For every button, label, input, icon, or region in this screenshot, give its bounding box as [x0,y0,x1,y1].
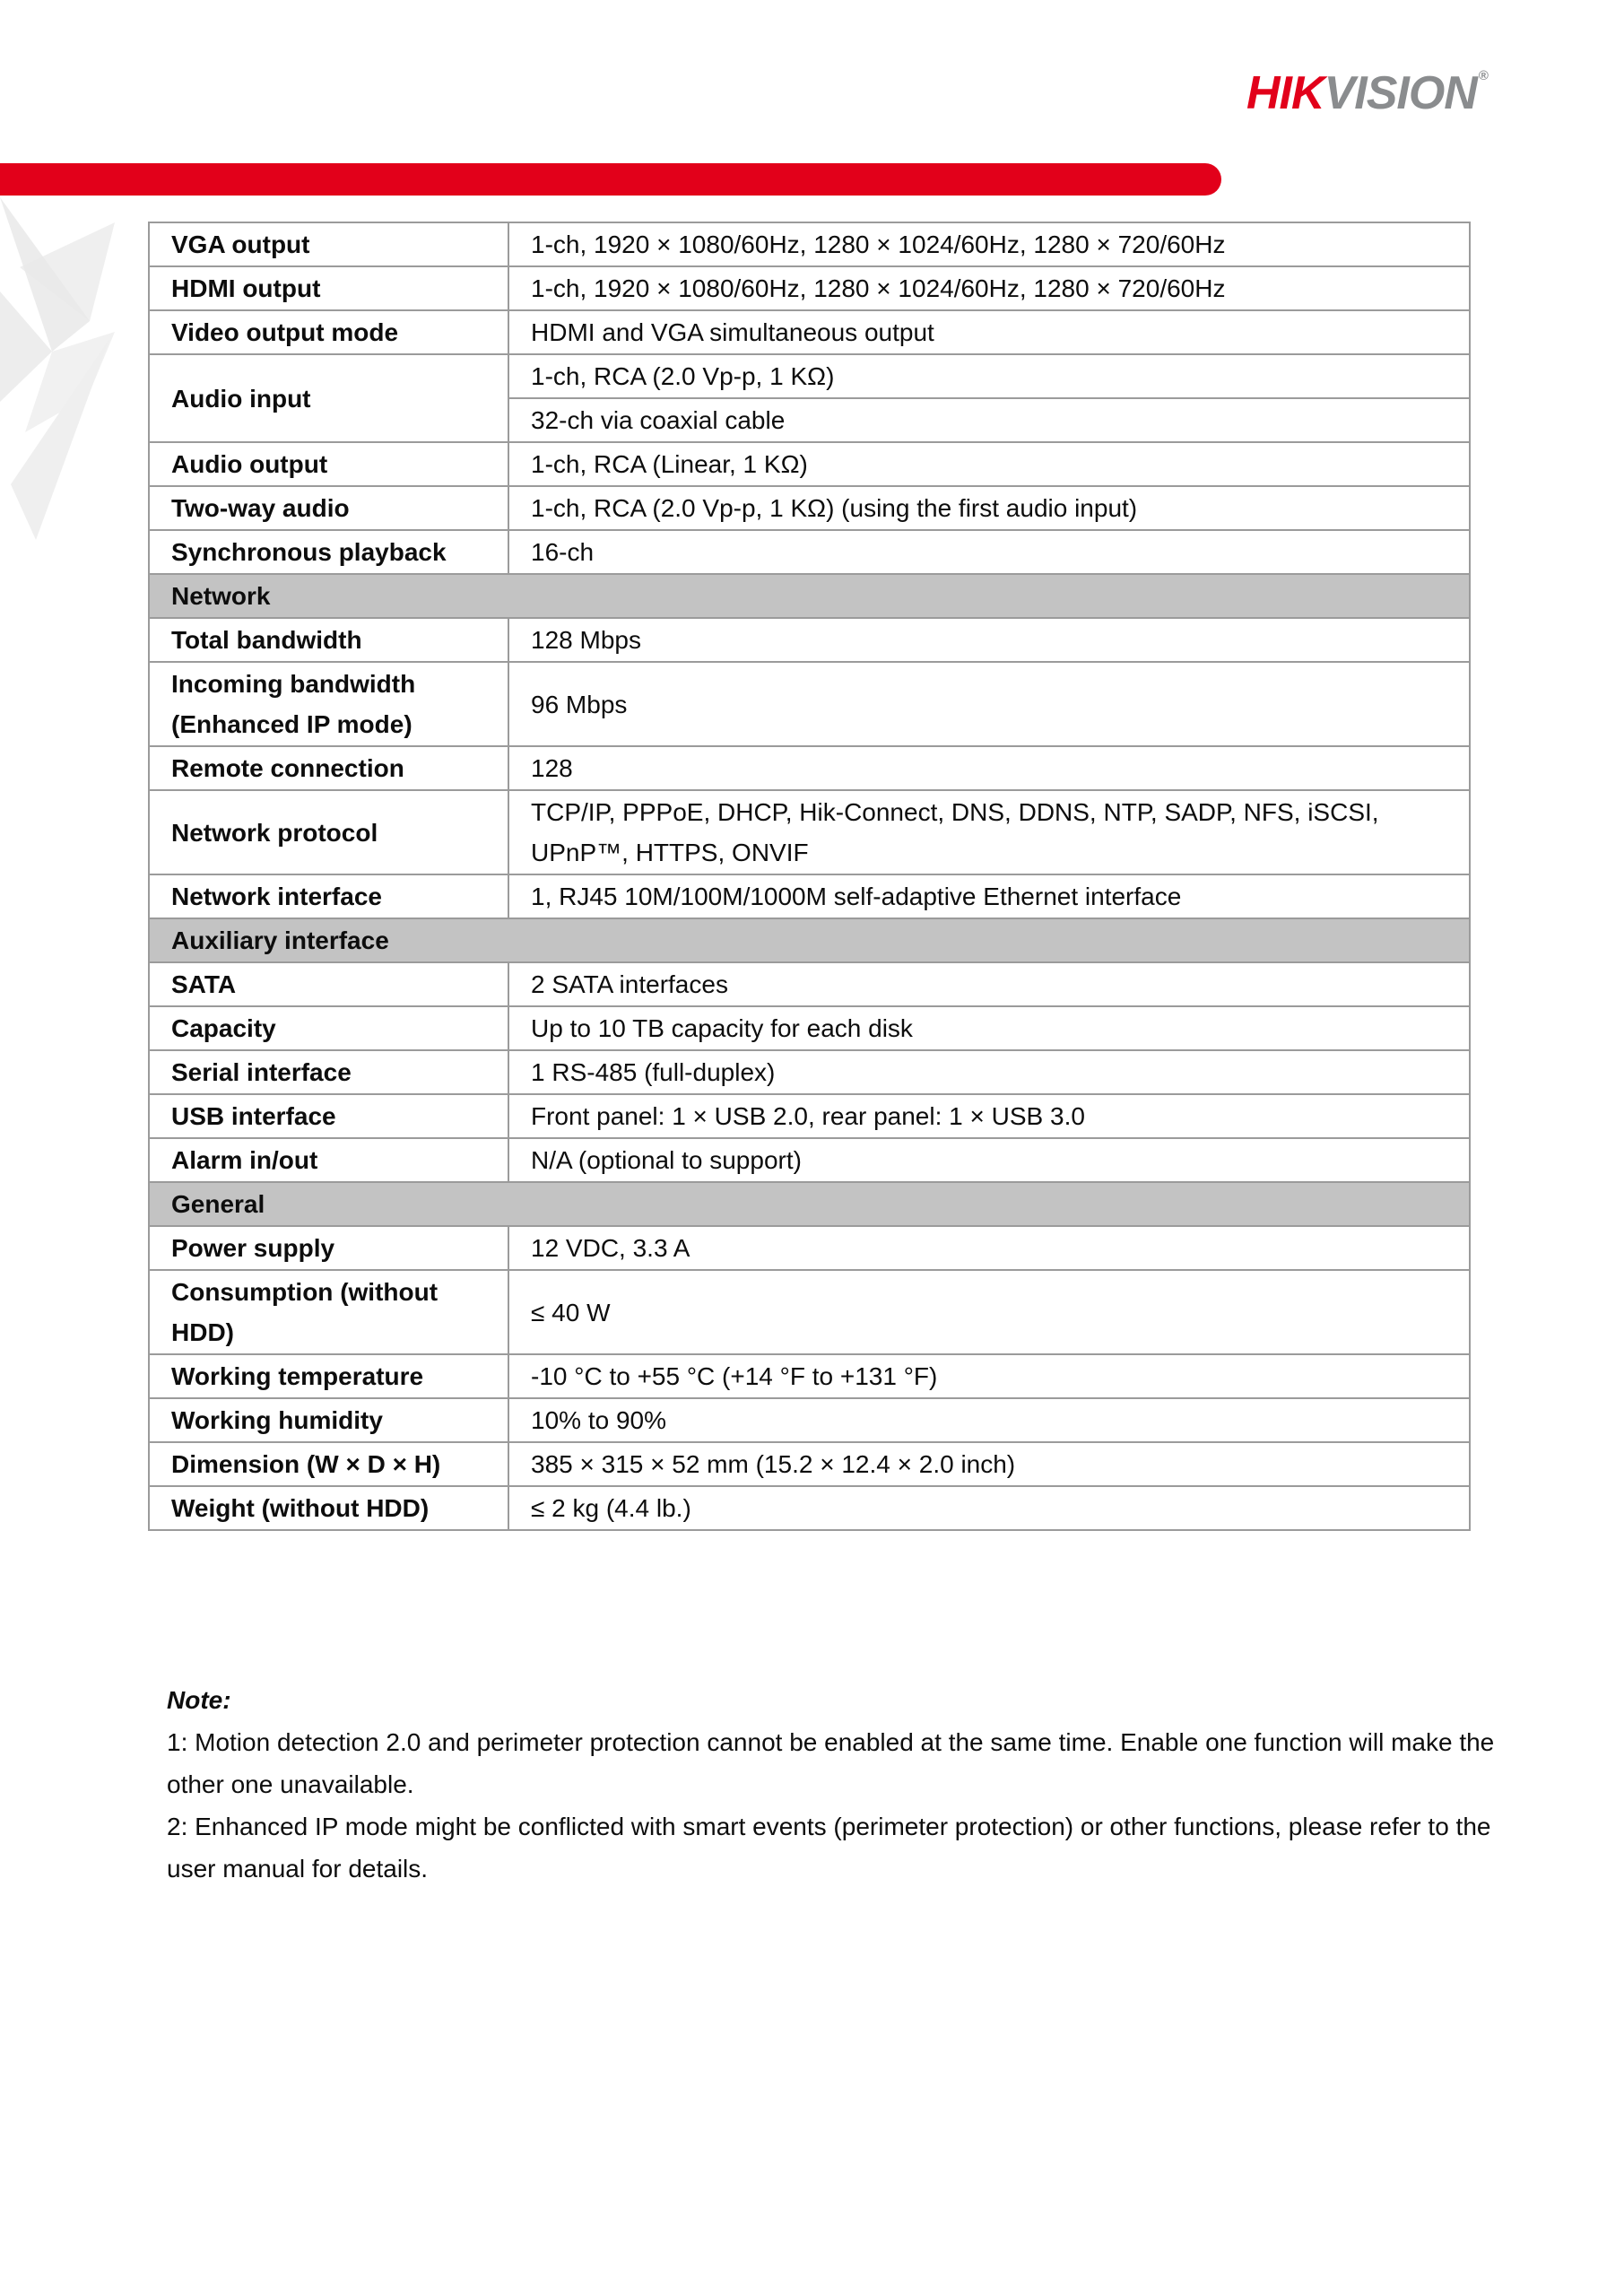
spec-value: 2 SATA interfaces [508,962,1470,1006]
spec-label-weight-without-hdd: Weight (without HDD) [149,1486,508,1530]
section-header-general: General [149,1182,1470,1226]
spec-label-power-supply: Power supply [149,1226,508,1270]
spec-label-network-protocol: Network protocol [149,790,508,874]
table-row [149,874,1470,918]
hikvision-logo [1246,66,1486,120]
logo-vision-text: VISION [1324,67,1477,119]
table-row [149,1442,1470,1486]
table-section-row [149,1182,1470,1226]
spec-label-consumption-without-hdd: Consumption (without HDD) [149,1270,508,1354]
registered-mark: ® [1478,68,1488,83]
spec-value: Front panel: 1 × USB 2.0, rear panel: 1 × USB 3.0 [508,1094,1470,1138]
table-row [149,1486,1470,1530]
table-row [149,1006,1470,1050]
red-accent-bar [0,163,1221,196]
table-row [149,266,1470,310]
table-row [149,486,1470,530]
spec-value: 1 RS-485 (full-duplex) [508,1050,1470,1094]
spec-label-audio-input: Audio input [149,354,508,442]
spec-label-alarm-in-out: Alarm in/out [149,1138,508,1182]
spec-value: 1-ch, 1920 × 1080/60Hz, 1280 × 1024/60Hz, 1280 × 720/60Hz [508,222,1470,266]
table-row [149,1226,1470,1270]
spec-label-dimension-w-d-h: Dimension (W × D × H) [149,1442,508,1486]
table-row [149,222,1470,266]
note-title: Note: [167,1686,231,1714]
section-header-network: Network [149,574,1470,618]
spec-value: 385 × 315 × 52 mm (15.2 × 12.4 × 2.0 inch) [508,1442,1470,1486]
spec-label-incoming-bandwidth-enhanced-ip-mode: Incoming bandwidth (Enhanced IP mode) [149,662,508,746]
table-row [149,618,1470,662]
note-item: 1: Motion detection 2.0 and perimeter protection cannot be enabled at the same time. Enable one function will make the other one unavailable. [167,1728,1495,1798]
spec-label-total-bandwidth: Total bandwidth [149,618,508,662]
table-section-row [149,574,1470,618]
table-row [149,1354,1470,1398]
table-row [149,1138,1470,1182]
logo-hik-text: HIK [1246,67,1324,119]
table-row [149,354,1470,398]
spec-label-working-temperature: Working temperature [149,1354,508,1398]
spec-value: -10 °C to +55 °C (+14 °F to +131 °F) [508,1354,1470,1398]
spec-label-video-output-mode: Video output mode [149,310,508,354]
spec-table [148,222,1471,1531]
spec-label-usb-interface: USB interface [149,1094,508,1138]
spec-value: TCP/IP, PPPoE, DHCP, Hik-Connect, DNS, DDNS, NTP, SADP, NFS, iSCSI, UPnP™, HTTPS, ONVIF [508,790,1470,874]
spec-label-hdmi-output: HDMI output [149,266,508,310]
spec-value: 1-ch, RCA (2.0 Vp-p, 1 KΩ) [508,354,1470,398]
spec-label-synchronous-playback: Synchronous playback [149,530,508,574]
spec-label-sata: SATA [149,962,508,1006]
table-row [149,310,1470,354]
spec-value: 1, RJ45 10M/100M/1000M self-adaptive Ethernet interface [508,874,1470,918]
note-item: 2: Enhanced IP mode might be conflicted with smart events (perimeter protection) or other functions, please refer to the user manual for details. [167,1813,1491,1883]
spec-label-working-humidity: Working humidity [149,1398,508,1442]
spec-value: 16-ch [508,530,1470,574]
spec-value: Up to 10 TB capacity for each disk [508,1006,1470,1050]
spec-value: N/A (optional to support) [508,1138,1470,1182]
section-header-auxiliary-interface: Auxiliary interface [149,918,1470,962]
watermark-graphic [0,188,135,543]
spec-value: ≤ 2 kg (4.4 lb.) [508,1486,1470,1530]
spec-value: 32-ch via coaxial cable [508,398,1470,442]
spec-label-remote-connection: Remote connection [149,746,508,790]
table-row [149,1270,1470,1354]
spec-value: 128 Mbps [508,618,1470,662]
spec-label-capacity: Capacity [149,1006,508,1050]
spec-value: 96 Mbps [508,662,1470,746]
spec-value: ≤ 40 W [508,1270,1470,1354]
spec-label-two-way-audio: Two-way audio [149,486,508,530]
notes-section [167,1679,1539,1890]
spec-label-network-interface: Network interface [149,874,508,918]
table-row [149,962,1470,1006]
table-row [149,1050,1470,1094]
spec-value: HDMI and VGA simultaneous output [508,310,1470,354]
table-row [149,746,1470,790]
table-row [149,1094,1470,1138]
table-row [149,442,1470,486]
spec-value: 12 VDC, 3.3 A [508,1226,1470,1270]
table-row [149,1398,1470,1442]
spec-label-vga-output: VGA output [149,222,508,266]
spec-label-audio-output: Audio output [149,442,508,486]
table-section-row [149,918,1470,962]
spec-label-serial-interface: Serial interface [149,1050,508,1094]
table-row [149,530,1470,574]
table-row [149,662,1470,746]
table-row [149,790,1470,874]
spec-value: 1-ch, RCA (Linear, 1 KΩ) [508,442,1470,486]
spec-value: 1-ch, RCA (2.0 Vp-p, 1 KΩ) (using the first audio input) [508,486,1470,530]
spec-value: 10% to 90% [508,1398,1470,1442]
note-items [167,1721,1539,1890]
spec-value: 1-ch, 1920 × 1080/60Hz, 1280 × 1024/60Hz, 1280 × 720/60Hz [508,266,1470,310]
spec-value: 128 [508,746,1470,790]
